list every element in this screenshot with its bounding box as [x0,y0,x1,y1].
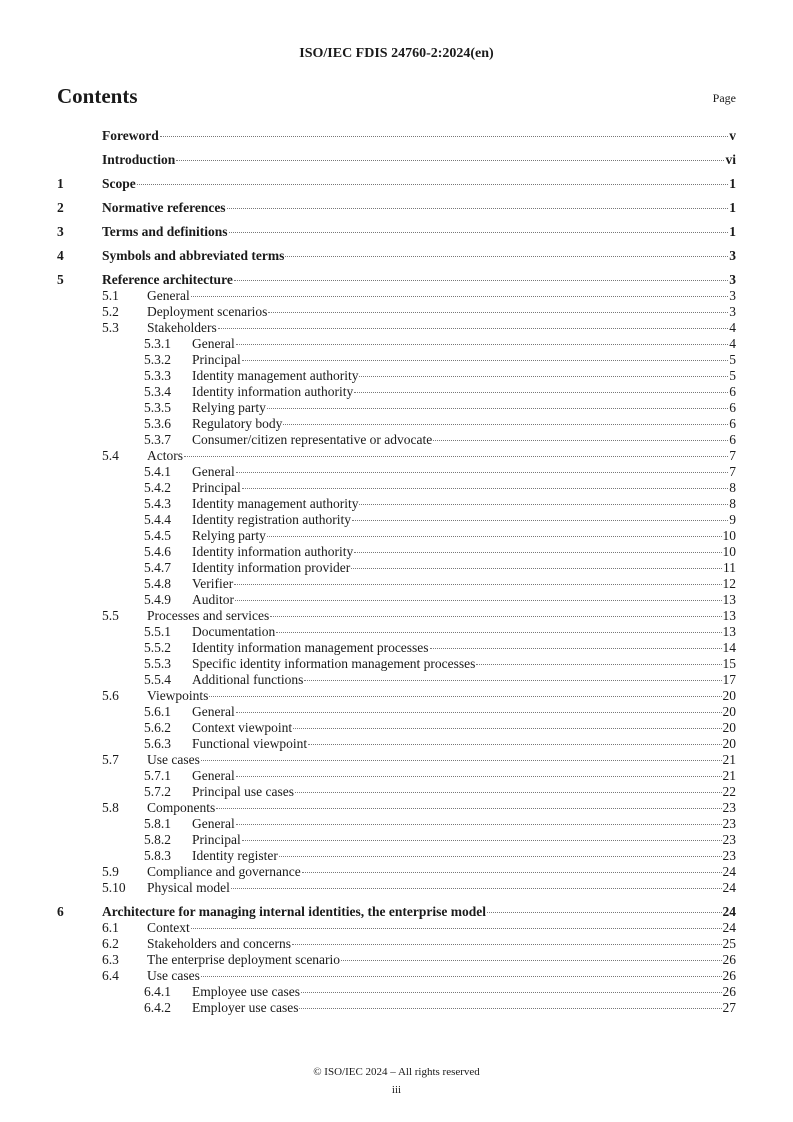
toc-entry-number: 5.4.4 [144,512,171,527]
toc-entry-page: 23 [722,800,736,815]
toc-entry[interactable] [57,288,736,304]
dot-leader [236,344,729,345]
toc-entry[interactable] [57,224,736,240]
page-column-label: Page [712,91,736,105]
toc-entry-page: 7 [729,464,736,479]
toc-entry-number: 5.3.6 [144,416,171,431]
toc-entry-number: 4 [57,248,64,263]
toc-entry-page: 6 [729,400,736,415]
toc-entry-number: 5.6.2 [144,720,171,735]
toc-entry-title: Functional viewpoint [192,736,308,751]
toc-entry[interactable] [57,544,736,560]
dot-leader [308,744,721,745]
toc-entry-number: 5.7.1 [144,768,171,783]
toc-entry[interactable] [57,768,736,784]
toc-entry-title: Consumer/citizen representative or advocate [192,432,433,447]
toc-entry-page: 7 [729,448,736,463]
toc-entry-title: Employer use cases [192,1000,299,1015]
toc-entry-title: Identity registration authority [192,512,351,527]
dot-leader [236,824,722,825]
dot-leader [236,776,722,777]
toc-entry-title: Additional functions [192,672,304,687]
toc-entry-page: 20 [722,688,736,703]
toc-entry-number: 6.1 [102,920,119,935]
document-header: ISO/IEC FDIS 24760-2:2024(en) [299,46,494,61]
page-number: iii [391,1084,402,1096]
dot-leader [267,536,722,537]
toc-entry[interactable] [57,560,736,576]
toc-entry[interactable] [57,528,736,544]
toc-entry-title: Scope [102,176,136,191]
toc-entry-page: 25 [722,936,736,951]
toc-entry-page: 3 [729,272,736,287]
dot-leader [359,504,728,505]
toc-entry-number: 5.5.1 [144,624,171,639]
toc-entry-page: 8 [729,496,736,511]
toc-entry-page: 3 [729,288,736,303]
toc-entry-title: Principal [192,352,241,367]
toc-entry[interactable] [57,800,736,816]
dot-leader [283,424,728,425]
toc-entry-number: 5.4.1 [144,464,171,479]
dot-leader [267,408,728,409]
toc-entry-number: 5.4.9 [144,592,171,607]
toc-entry-number: 6.4.2 [144,1000,171,1015]
toc-entry-page: 26 [722,952,736,967]
toc-entry-page: vi [725,152,736,167]
toc-entry-title: The enterprise deployment scenario [147,952,341,967]
toc-entry-page: 27 [722,1000,736,1015]
toc-entry-title: Auditor [192,592,234,607]
toc-entry[interactable] [57,1000,736,1016]
toc-entry-number: 5.9 [102,864,119,879]
toc-entry-title: General [192,816,235,831]
toc-entry[interactable] [57,608,736,624]
toc-entry-page: 17 [722,672,736,687]
toc-entry-page: 4 [729,320,736,335]
toc-entry-number: 5.3.2 [144,352,171,367]
toc-entry[interactable] [57,496,736,512]
toc-entry-title: Identity information authority [192,384,354,399]
toc-entry-title: Use cases [147,752,200,767]
dot-leader [218,328,729,329]
toc-entry-title: Principal [192,832,241,847]
toc-entry-number: 6.4.1 [144,984,171,999]
toc-entry-number: 5.4.5 [144,528,171,543]
toc-entry[interactable] [57,176,736,192]
toc-entry[interactable] [57,704,736,720]
toc-entry[interactable] [57,352,736,368]
toc-entry-page: 1 [729,176,736,191]
toc-entry-number: 5.4 [102,448,119,463]
toc-entry-number: 5.7 [102,752,119,767]
toc-entry-page: 13 [722,624,736,639]
toc-entry[interactable] [57,656,736,672]
toc-entry-title: Components [147,800,216,815]
toc-entry-number: 5.10 [102,880,126,895]
dot-leader [242,360,729,361]
toc-entry-number: 6.4 [102,968,119,983]
dot-leader [476,664,721,665]
toc-entry[interactable] [57,464,736,480]
toc-entry-page: 23 [722,848,736,863]
toc-entry-page: 4 [729,336,736,351]
dot-leader [201,976,722,977]
toc-entry-page: 6 [729,384,736,399]
dot-leader [292,944,722,945]
dot-leader [191,296,729,297]
toc-entry-title: Context viewpoint [192,720,293,735]
toc-entry-number: 5.5 [102,608,119,623]
toc-entry[interactable] [57,152,736,168]
toc-entry-title: Stakeholders and concerns [147,936,291,951]
toc-entry-title: Introduction [102,152,176,167]
toc-entry-number: 5.4.3 [144,496,171,511]
toc-entry-title: Identity register [192,848,278,863]
toc-entry-number: 5.3 [102,320,119,335]
toc-entry[interactable] [57,848,736,864]
toc-entry-page: 20 [722,704,736,719]
toc-entry-number: 1 [57,176,64,191]
toc-entry[interactable] [57,576,736,592]
dot-leader [231,888,722,889]
dot-leader [234,584,721,585]
toc-entry-title: Principal use cases [192,784,294,799]
toc-entry-title: Physical model [147,880,230,895]
toc-entry[interactable] [57,128,736,144]
toc-entry-title: Regulatory body [192,416,283,431]
toc-entry-number: 5.3.4 [144,384,171,399]
toc-entry-title: Context [147,920,190,935]
toc-entry-title: Actors [147,448,183,463]
toc-entry-page: 21 [722,752,736,767]
toc-entry-title: Identity information provider [192,560,351,575]
toc-entry-number: 5.7.2 [144,784,171,799]
toc-entry-number: 5.3.7 [144,432,171,447]
toc-entry-title: Deployment scenarios [147,304,268,319]
toc-entry-title: Reference architecture [102,272,233,287]
toc-entry[interactable] [57,248,736,264]
dot-leader [293,728,721,729]
toc-entry-page: 9 [729,512,736,527]
toc-entry-title: Stakeholders [147,320,217,335]
toc-entry-title: Foreword [102,128,159,143]
dot-leader [236,472,729,473]
toc-entry-title: General [192,336,235,351]
toc-entry[interactable] [57,336,736,352]
toc-entry[interactable] [57,384,736,400]
dot-leader [304,680,721,681]
toc-entry-title: General [192,704,235,719]
toc-entry-title: General [192,464,235,479]
dot-leader [242,840,722,841]
toc-entry[interactable] [57,368,736,384]
dot-leader [268,312,728,313]
toc-entry-title: General [147,288,190,303]
toc-entry-title: Terms and definitions [102,224,228,239]
toc-entry-number: 5.2 [102,304,119,319]
toc-entry-number: 5.3.1 [144,336,171,351]
toc-entry-page: 10 [722,544,736,559]
toc-entry[interactable] [57,904,736,920]
toc-entry-page: 24 [722,904,736,919]
toc-entry-number: 5.8.2 [144,832,171,847]
toc-entry-page: 5 [729,368,736,383]
toc-entry-number: 5.6.1 [144,704,171,719]
toc-entry-page: 23 [722,816,736,831]
toc-entry-title: Compliance and governance [147,864,301,879]
dot-leader [279,856,722,857]
toc-entry-page: 22 [722,784,736,799]
toc-entry-title: Symbols and abbreviated terms [102,248,285,263]
toc-entry-title: Employee use cases [192,984,300,999]
toc-entry-number: 5.1 [102,288,119,303]
toc-entry-page: 15 [722,656,736,671]
toc-entry-page: 21 [722,768,736,783]
toc-entry-page: 10 [722,528,736,543]
toc-entry[interactable] [57,952,736,968]
copyright-notice: © ISO/IEC 2024 – All rights reserved [313,1066,480,1078]
toc-entry-number: 6.3 [102,952,119,967]
dot-leader [235,600,722,601]
toc-entry-number: 5 [57,272,64,287]
toc-entry-page: 23 [722,832,736,847]
toc-entry-number: 5.4.8 [144,576,171,591]
toc-entry[interactable] [57,200,736,216]
toc-entry-title: Use cases [147,968,200,983]
toc-entry[interactable] [57,416,736,432]
dot-leader [341,960,721,961]
toc-entry[interactable] [57,784,736,800]
toc-entry-title: General [192,768,235,783]
toc-entry-title: Identity information authority [192,544,354,559]
toc-entry[interactable] [57,720,736,736]
toc-entry[interactable] [57,968,736,984]
dot-leader [487,912,722,913]
toc-entry[interactable] [57,272,736,288]
toc-entry[interactable] [57,672,736,688]
toc-entry-number: 5.8.1 [144,816,171,831]
dot-leader [295,792,722,793]
toc-entry[interactable] [57,920,736,936]
toc-entry[interactable] [57,736,736,752]
dot-leader [433,440,728,441]
toc-entry-page: 26 [722,984,736,999]
toc-entry-number: 6.2 [102,936,119,951]
dot-leader [301,992,722,993]
toc-entry-title: Specific identity information management processes [192,656,476,671]
toc-entry[interactable] [57,816,736,832]
contents-title: Contents [57,84,138,108]
dot-leader [276,632,721,633]
toc-entry[interactable] [57,832,736,848]
toc-entry[interactable] [57,880,736,896]
toc-entry[interactable] [57,864,736,880]
dot-leader [302,872,722,873]
toc-entry-number: 5.4.2 [144,480,171,495]
toc-entry-page: v [729,128,736,143]
dot-leader [351,568,722,569]
dot-leader [236,712,722,713]
dot-leader [285,256,728,257]
toc-entry[interactable] [57,936,736,952]
dot-leader [201,760,722,761]
dot-leader [209,696,721,697]
toc-entry-title: Identity management authority [192,496,359,511]
toc-entry-page: 20 [722,720,736,735]
toc-entry-number: 6 [57,904,64,919]
toc-entry-page: 1 [729,200,736,215]
toc-entry[interactable] [57,688,736,704]
toc-entry-number: 5.3.5 [144,400,171,415]
dot-leader [176,160,724,161]
toc-entry-page: 20 [722,736,736,751]
toc-entry-page: 5 [729,352,736,367]
toc-entry-title: Relying party [192,528,266,543]
toc-entry-page: 11 [723,560,736,575]
toc-entry-page: 6 [729,432,736,447]
dot-leader [430,648,722,649]
toc-entry-number: 5.8 [102,800,119,815]
toc-entry-title: Relying party [192,400,266,415]
dot-leader [137,184,729,185]
toc-entry-page: 24 [722,864,736,879]
toc-entry[interactable] [57,432,736,448]
dot-leader [270,616,721,617]
toc-entry[interactable] [57,752,736,768]
toc-entry-page: 14 [722,640,736,655]
dot-leader [227,208,729,209]
toc-entry[interactable] [57,512,736,528]
toc-entry-page: 1 [729,224,736,239]
toc-entry[interactable] [57,400,736,416]
dot-leader [354,392,728,393]
toc-entry-number: 5.5.4 [144,672,171,687]
dot-leader [160,136,729,137]
toc-entry-number: 5.4.6 [144,544,171,559]
toc-entry-title: Verifier [192,576,234,591]
toc-entry-title: Identity management authority [192,368,359,383]
toc-entry-title: Identity information management processes [192,640,429,655]
toc-entry-page: 13 [722,592,736,607]
dot-leader [354,552,721,553]
toc-entry-page: 13 [722,608,736,623]
toc-entry-page: 3 [729,248,736,263]
toc-entry-title: Processes and services [147,608,270,623]
toc-entry-number: 5.8.3 [144,848,171,863]
toc-entry-number: 5.6 [102,688,119,703]
dot-leader [359,376,728,377]
toc-entry-number: 5.5.2 [144,640,171,655]
toc-entry-page: 6 [729,416,736,431]
toc-entry-page: 8 [729,480,736,495]
toc-entry-number: 3 [57,224,64,239]
dot-leader [352,520,728,521]
toc-entry-page: 26 [722,968,736,983]
toc-entry-title: Principal [192,480,241,495]
toc-entry-number: 5.3.3 [144,368,171,383]
toc-entry[interactable] [57,320,736,336]
toc-entry[interactable] [57,448,736,464]
toc-entry-number: 2 [57,200,64,215]
dot-leader [299,1008,721,1009]
toc-entry[interactable] [57,984,736,1000]
dot-leader [184,456,728,457]
toc-entry-page: 12 [722,576,736,591]
toc-entry[interactable] [57,304,736,320]
dot-leader [216,808,721,809]
toc-entry-title: Viewpoints [147,688,209,703]
toc-entry-page: 24 [722,880,736,895]
toc-entry-page: 3 [729,304,736,319]
dot-leader [229,232,729,233]
toc-entry-title: Documentation [192,624,276,639]
dot-leader [234,280,728,281]
dot-leader [191,928,722,929]
toc-entry[interactable] [57,480,736,496]
table-of-contents [57,128,736,1016]
toc-entry[interactable] [57,640,736,656]
toc-entry-number: 5.5.3 [144,656,171,671]
toc-entry-title: Normative references [102,200,226,215]
toc-entry-number: 5.6.3 [144,736,171,751]
toc-entry[interactable] [57,592,736,608]
toc-entry[interactable] [57,624,736,640]
dot-leader [242,488,729,489]
toc-entry-title: Architecture for managing internal identities, the enterprise model [102,904,486,919]
toc-entry-page: 24 [722,920,736,935]
toc-entry-number: 5.4.7 [144,560,171,575]
